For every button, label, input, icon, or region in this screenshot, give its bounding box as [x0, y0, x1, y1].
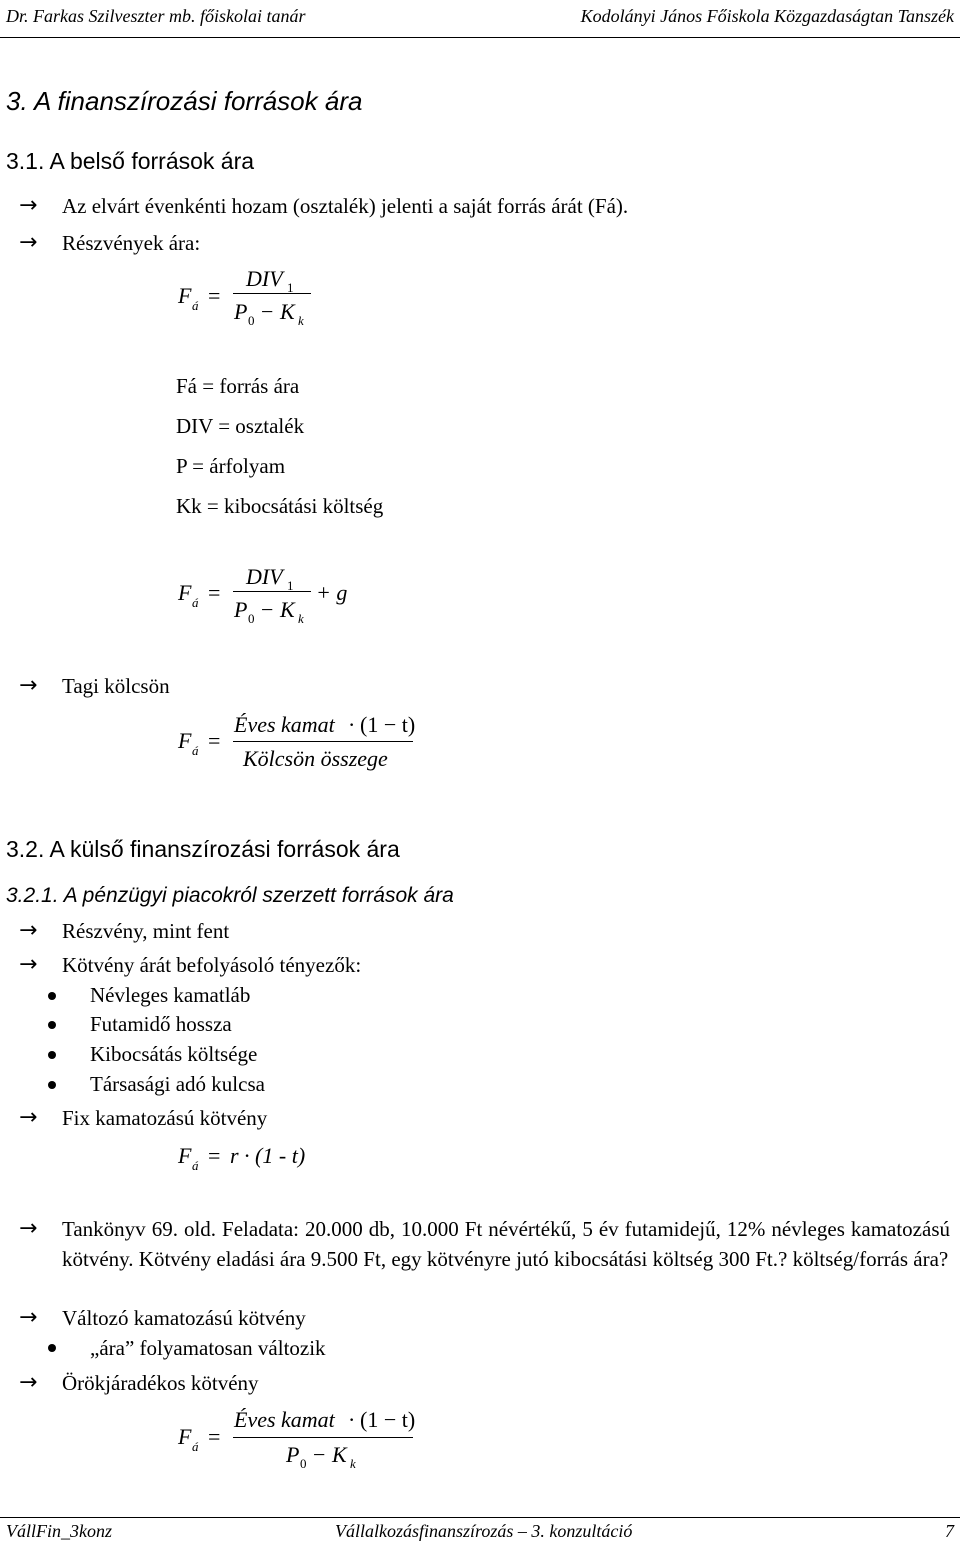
fraction-bar — [233, 741, 413, 742]
definition-div: DIV = osztalék — [176, 414, 305, 438]
perpetual-bond-label: Örökjáradékos kötvény — [62, 1371, 259, 1395]
factor-maturity: Futamidő hossza — [90, 1012, 232, 1036]
footer-course-title: Vállalkozásfinanszírozás – 3. konzultáció — [335, 1521, 633, 1541]
fraction-bar — [233, 1437, 413, 1438]
section-title: 3. A finanszírozási források ára — [6, 86, 363, 116]
textbook-exercise: Tankönyv 69. old. Feladata: 20.000 db, 10.000 Ft névértékű, 5 év futamidejű, 12% névleges kamatozású kötvény. Kötvény eladási ára 9.500 Ft, egy kötvényre jutó kibocsátási költség 300 Ft.? költség/forrás ára? — [62, 1217, 950, 1271]
subsection-title-3-2: 3.2. A külső finanszírozási források ára — [6, 836, 400, 862]
header-institution: Kodolányi János Főiskola Közgazdaságtan Tanszék — [580, 6, 954, 26]
member-loan-label: Tagi kölcsön — [62, 674, 170, 698]
internal-cost-definition: Az elvárt évenkénti hozam (osztalék) jelenti a saját forrás árát (Fá). — [62, 194, 629, 218]
bullet-icon — [48, 1021, 56, 1029]
fixed-rate-bond-label: Fix kamatozású kötvény — [62, 1106, 268, 1130]
footer-rule — [0, 1517, 960, 1518]
arrow-icon: → — [19, 1370, 38, 1395]
bullet-icon — [48, 1051, 56, 1059]
definition-kk: Kk = kibocsátási költség — [176, 494, 384, 518]
arrow-icon: → — [19, 918, 38, 943]
fraction-bar — [233, 591, 311, 592]
factor-nominal-rate: Névleges kamatláb — [90, 983, 251, 1007]
fraction-bar — [233, 293, 311, 294]
arrow-icon: → — [19, 1305, 38, 1330]
arrow-icon: → — [19, 193, 38, 218]
subsection-title-3-1: 3.1. A belső források ára — [6, 148, 255, 174]
footer-document-id: VállFin_3konz — [6, 1521, 112, 1541]
arrow-icon: → — [19, 230, 38, 255]
factor-tax-rate: Társasági adó kulcsa — [90, 1072, 265, 1096]
arrow-icon: → — [19, 673, 38, 698]
page-number: 7 — [945, 1521, 954, 1541]
arrow-icon: → — [19, 1216, 38, 1241]
definition-p: P = árfolyam — [176, 454, 286, 478]
arrow-icon: → — [19, 952, 38, 977]
header-author: Dr. Farkas Szilveszter mb. főiskolai tanár — [6, 6, 306, 26]
share-price-label: Részvények ára: — [62, 231, 201, 255]
bullet-icon — [48, 1081, 56, 1089]
header-rule — [0, 37, 960, 38]
bullet-icon — [48, 992, 56, 1000]
floating-rate-bond-label: Változó kamatozású kötvény — [62, 1306, 306, 1330]
bond-factors-label: Kötvény árát befolyásoló tényezők: — [62, 953, 362, 977]
share-note: Részvény, mint fent — [62, 919, 230, 943]
bullet-icon — [48, 1344, 56, 1352]
arrow-icon: → — [19, 1105, 38, 1130]
definition-fa: Fá = forrás ára — [176, 374, 300, 398]
factor-issue-cost: Kibocsátás költsége — [90, 1042, 258, 1066]
subsection-title-3-2-1: 3.2.1. A pénzügyi piacokról szerzett források ára — [6, 884, 454, 907]
floating-price-note: „ára” folyamatosan változik — [90, 1336, 326, 1360]
